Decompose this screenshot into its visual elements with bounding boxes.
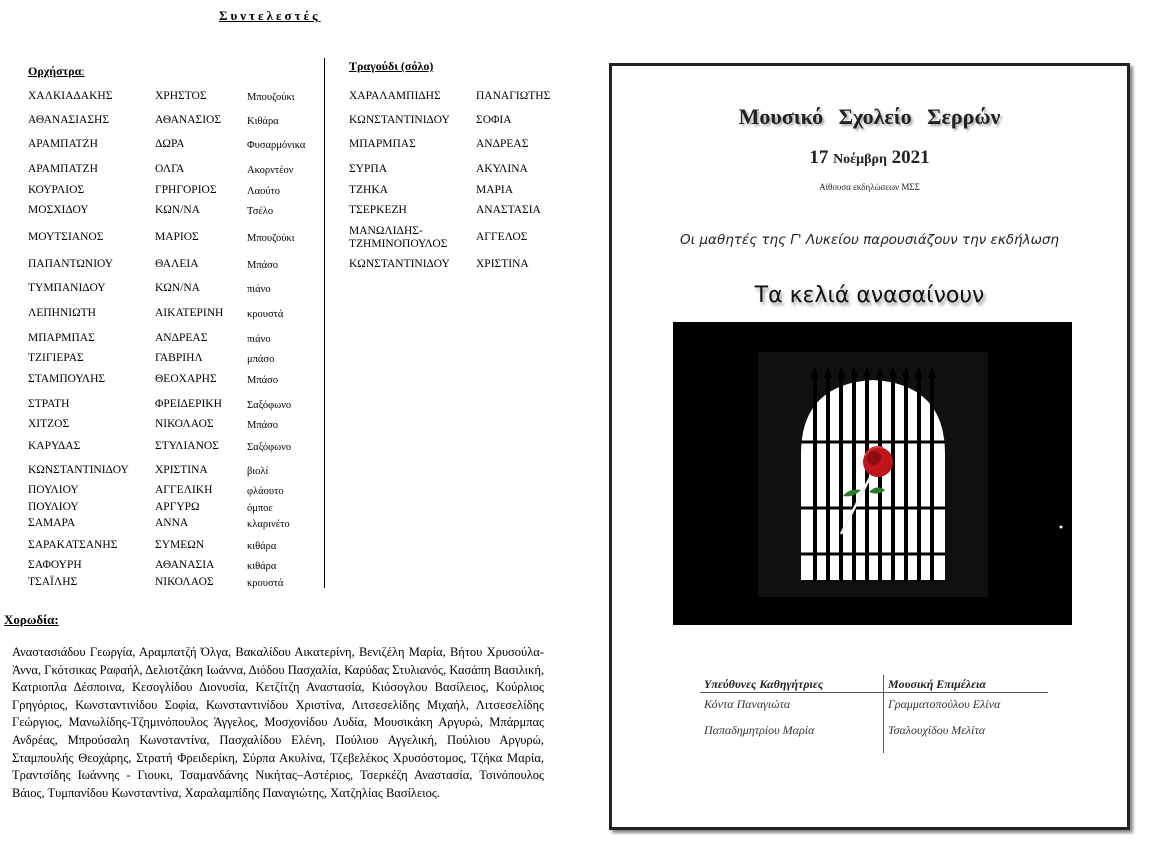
orchestra-last: ΜΟΥΤΣΙΑΝΟΣ: [28, 231, 104, 243]
orchestra-instrument: Λαούτο: [247, 186, 281, 197]
music-heading: Μουσική Επιμέλεια: [888, 677, 986, 691]
orchestra-first: ΣΤΥΛΙΑΝΟΣ: [155, 440, 219, 452]
solo-heading: Τραγούδι (σόλο): [349, 59, 434, 73]
orchestra-first: ΝΙΚΟΛΑΟΣ: [155, 418, 214, 430]
prison-window-rose-image: [673, 322, 1072, 625]
orchestra-last: ΧΑΛΚΙΑΔΑΚΗΣ: [28, 90, 113, 102]
orchestra-last: ΜΟΣΧΙΔΟΥ: [28, 204, 89, 216]
orchestra-last: ΑΘΑΝΑΣΙΑΣΗΣ: [28, 114, 110, 126]
orchestra-instrument: πιάνο: [247, 284, 271, 295]
staff-divider-horizontal: [700, 692, 1048, 693]
orchestra-last: ΤΖΙΓΙΕΡΑΣ: [28, 352, 84, 364]
choir-members: Αναστασιάδου Γεωργία, Αραμπατζή Όλγα, Βακαλίδου Αικατερίνη, Βενιζέλη Μαρία, Βήτου Χρυσούλα-Άννα, Γκότσικας Ραφαήλ, Δελιοτζάκη Ιωάννα, Διόδου Πασχαλία, Καρύδας Στυλιανός, Κασάπη Βασιλική, Κατριοπλα Δέσποινα, Κεσογλίδου Διονυσία, Κετζίτζη Αναστασία, Κιόσογλου Βασίλειος, Κούρλιος Γρηγόριος, Κωνσταντινίδου Σοφία, Κωνσταντινίδου Χριστίνα, Λιτσεσελίδης Μιχαήλ, Λιτσεσελίδης Γεώργιος, Μανωλίδης-Τζημινόπουλος Άγγελος, Μοσχονίδου Λυδία, Μουσικάκη Αργυρώ, Μπάρμπας Ανδρέας, Μπρούσαλη Κωνσταντίνα, Πασχαλίδου Ελένη, Πούλιου Αγγελική, Πούλιου Αργυρώ, Σταμπουλής Θεοχάρης, Στρατή Φρειδερίκη, Σύρπα Ακυλίνα, Τζεβελέκος Χρυσόστομος, Τζήκα Μαρία, Τραντσίδης Ιωάννης - Γιουκι, Τσαμανδάνης Νικήτας–Αστέριος, Τσερκέζη Αναστασία, Τσινόπουλος Βάιος, Τυμπανίδου Κωνσταντίνα, Χαραλαμπίδης Παναγιώτης, Χατζηλίας Βασίλειος.: [12, 645, 544, 800]
presents-line: Οι μαθητές της Γ' Λυκείου παρουσιάζουν την εκδήλωση: [679, 232, 1059, 248]
orchestra-first: ΘΑΛΕΙΑ: [155, 258, 199, 270]
solo-first: ΣΟΦΙΑ: [476, 114, 512, 126]
orchestra-last: ΣΑΡΑΚΑΤΣΑΝΗΣ: [28, 539, 118, 551]
orchestra-last: ΛΕΠΗΝΙΩΤΗ: [28, 307, 96, 319]
orchestra-last: ΚΟΥΡΛΙΟΣ: [28, 184, 85, 196]
orchestra-last: ΑΡΑΜΠΑΤΖΗ: [28, 163, 98, 175]
orchestra-first: ΘΕΟΧΑΡΗΣ: [155, 373, 217, 385]
orchestra-last: ΠΑΠΑΝΤΩΝΙΟΥ: [28, 258, 114, 270]
orchestra-last: ΑΡΑΜΠΑΤΖΗ: [28, 138, 98, 150]
school-name: Μουσικό Σχολείο Σερρών: [738, 104, 1001, 129]
orchestra-first: ΟΛΓΑ: [155, 163, 185, 175]
orchestra-first: ΑΙΚΑΤΕΡΙΝΗ: [155, 307, 224, 319]
solo-last: ΣΥΡΠΑ: [349, 163, 388, 175]
staff-divider-vertical: [883, 675, 884, 753]
orchestra-instrument: Μπουζούκι: [247, 92, 295, 103]
solo-last: ΚΩΝΣΤΑΝΤΙΝΙΔΟΥ: [349, 258, 450, 270]
orchestra-first: ΑΝΔΡΕΑΣ: [155, 332, 208, 344]
solo-first: ΧΡΙΣΤΙΝΑ: [476, 258, 529, 270]
orchestra-instrument: Μπάσο: [247, 375, 279, 386]
orchestra-first: ΓΑΒΡΙΗΛ: [155, 352, 203, 364]
orchestra-last: ΜΠΑΡΜΠΑΣ: [28, 332, 95, 344]
orchestra-first: ΜΑΡΙΟΣ: [155, 231, 199, 243]
orchestra-first: ΓΡΗΓΟΡΙΟΣ: [155, 184, 217, 196]
credits-title: Συντελεστές: [219, 8, 321, 23]
orchestra-instrument: όμποε: [247, 503, 273, 514]
orchestra-last: ΣΑΦΟΥΡΗ: [28, 559, 82, 571]
orchestra-instrument: φλάουτο: [247, 486, 284, 497]
orchestra-heading: Ορχήστρα:: [28, 64, 85, 78]
orchestra-instrument: Μπουζούκι: [247, 233, 295, 244]
music-editor-name: Γραμματοπούλου Ελίνα: [888, 697, 1001, 711]
orchestra-instrument: Μπάσο: [247, 260, 279, 271]
solo-last: ΜΑΝΩΛΙΔΗΣ-ΤΖΗΜΙΝΟΠΟΥΛΟΣ: [349, 225, 448, 250]
music-editor-name: Τσαλουχίδου Μελίτα: [888, 723, 986, 737]
teacher-name: Παπαδημητρίου Μαρία: [704, 723, 815, 737]
orchestra-instrument: πιάνο: [247, 334, 271, 345]
orchestra-last: ΧΙΤΖΟΣ: [28, 418, 70, 430]
orchestra-instrument: βιολί: [247, 466, 269, 477]
event-poster: [609, 63, 1130, 830]
orchestra-instrument: κιθάρα: [247, 561, 277, 572]
orchestra-instrument: μπάσο: [247, 354, 275, 365]
orchestra-first: ΑΓΓΕΛΙΚΗ: [155, 484, 213, 496]
orchestra-first: ΣΥΜΕΩΝ: [155, 539, 205, 551]
solo-last: ΚΩΝΣΤΑΝΤΙΝΙΔΟΥ: [349, 114, 450, 126]
orchestra-instrument: κιθάρα: [247, 541, 277, 552]
orchestra-first: ΦΡΕΙΔΕΡΙΚΗ: [155, 398, 222, 410]
orchestra-last: ΠΟΥΛΙΟΥ: [28, 501, 79, 513]
orchestra-last: ΣΑΜΑΡΑ: [28, 517, 76, 529]
orchestra-first: ΑΝΝΑ: [155, 517, 189, 529]
solo-last: ΤΖΗΚΑ: [349, 184, 388, 196]
column-divider: [324, 58, 325, 588]
solo-first: ΜΑΡΙΑ: [476, 184, 514, 196]
event-venue: Αίθουσα εκδηλώσεων ΜΣΣ: [819, 182, 920, 192]
orchestra-first: ΑΡΓΥΡΩ: [155, 501, 200, 513]
orchestra-first: ΝΙΚΟΛΑΟΣ: [155, 576, 214, 588]
teacher-name: Κόντα Παναγιώτα: [704, 697, 791, 711]
orchestra-instrument: Σαξόφωνο: [247, 442, 292, 453]
solo-last: ΤΣΕΡΚΕΖΗ: [349, 204, 407, 216]
show-title: Τα κελιά ανασαίνουν: [754, 283, 985, 308]
orchestra-last: ΣΤΡΑΤΗ: [28, 398, 70, 410]
solo-last: ΧΑΡΑΛΑΜΠΙΔΗΣ: [349, 90, 441, 102]
teachers-heading: Υπεύθυνες Καθηγήτριες: [704, 677, 824, 691]
solo-first: ΑΝΔΡΕΑΣ: [476, 138, 529, 150]
orchestra-instrument: Τσέλο: [247, 206, 274, 217]
choir-heading: Χορωδία:: [4, 612, 59, 627]
orchestra-first: ΧΡΗΣΤΟΣ: [155, 90, 207, 102]
orchestra-instrument: Κιθάρα: [247, 116, 279, 127]
orchestra-instrument: Φυσαρμόνικα: [247, 140, 306, 151]
orchestra-instrument: κρουστά: [247, 578, 284, 589]
orchestra-instrument: κρουστά: [247, 309, 284, 320]
orchestra-first: ΑΘΑΝΑΣΙΟΣ: [155, 114, 222, 126]
orchestra-first: ΑΘΑΝΑΣΙΑ: [155, 559, 215, 571]
orchestra-last: ΤΥΜΠΑΝΙΔΟΥ: [28, 282, 106, 294]
orchestra-instrument: Σαξόφωνο: [247, 400, 292, 411]
solo-last: ΜΠΑΡΜΠΑΣ: [349, 138, 416, 150]
orchestra-last: ΤΣΑΪΛΗΣ: [28, 576, 78, 588]
orchestra-instrument: Μπάσο: [247, 420, 279, 431]
prison-window-illustration: [673, 322, 1072, 625]
orchestra-last: ΚΑΡΥΔΑΣ: [28, 440, 81, 452]
solo-first: ΑΝΑΣΤΑΣΙΑ: [476, 204, 541, 216]
orchestra-first: ΔΩΡΑ: [155, 138, 185, 150]
orchestra-last: ΣΤΑΜΠΟΥΛΗΣ: [28, 373, 106, 385]
solo-first: ΠΑΝΑΓΙΩΤΗΣ: [476, 90, 551, 102]
orchestra-last: ΚΩΝΣΤΑΝΤΙΝΙΔΟΥ: [28, 464, 129, 476]
event-date: 17 Νοέμβρη 2021: [809, 147, 930, 168]
orchestra-instrument: Ακορντέον: [247, 165, 294, 176]
orchestra-instrument: κλαρινέτο: [247, 519, 290, 530]
orchestra-first: ΚΩΝ/ΝΑ: [155, 204, 200, 216]
orchestra-last: ΠΟΥΛΙΟΥ: [28, 484, 79, 496]
solo-first: ΑΚΥΛΙΝΑ: [476, 163, 528, 175]
solo-first: ΑΓΓΕΛΟΣ: [476, 231, 528, 243]
orchestra-first: ΧΡΙΣΤΙΝΑ: [155, 464, 208, 476]
orchestra-first: ΚΩΝ/ΝΑ: [155, 282, 200, 294]
